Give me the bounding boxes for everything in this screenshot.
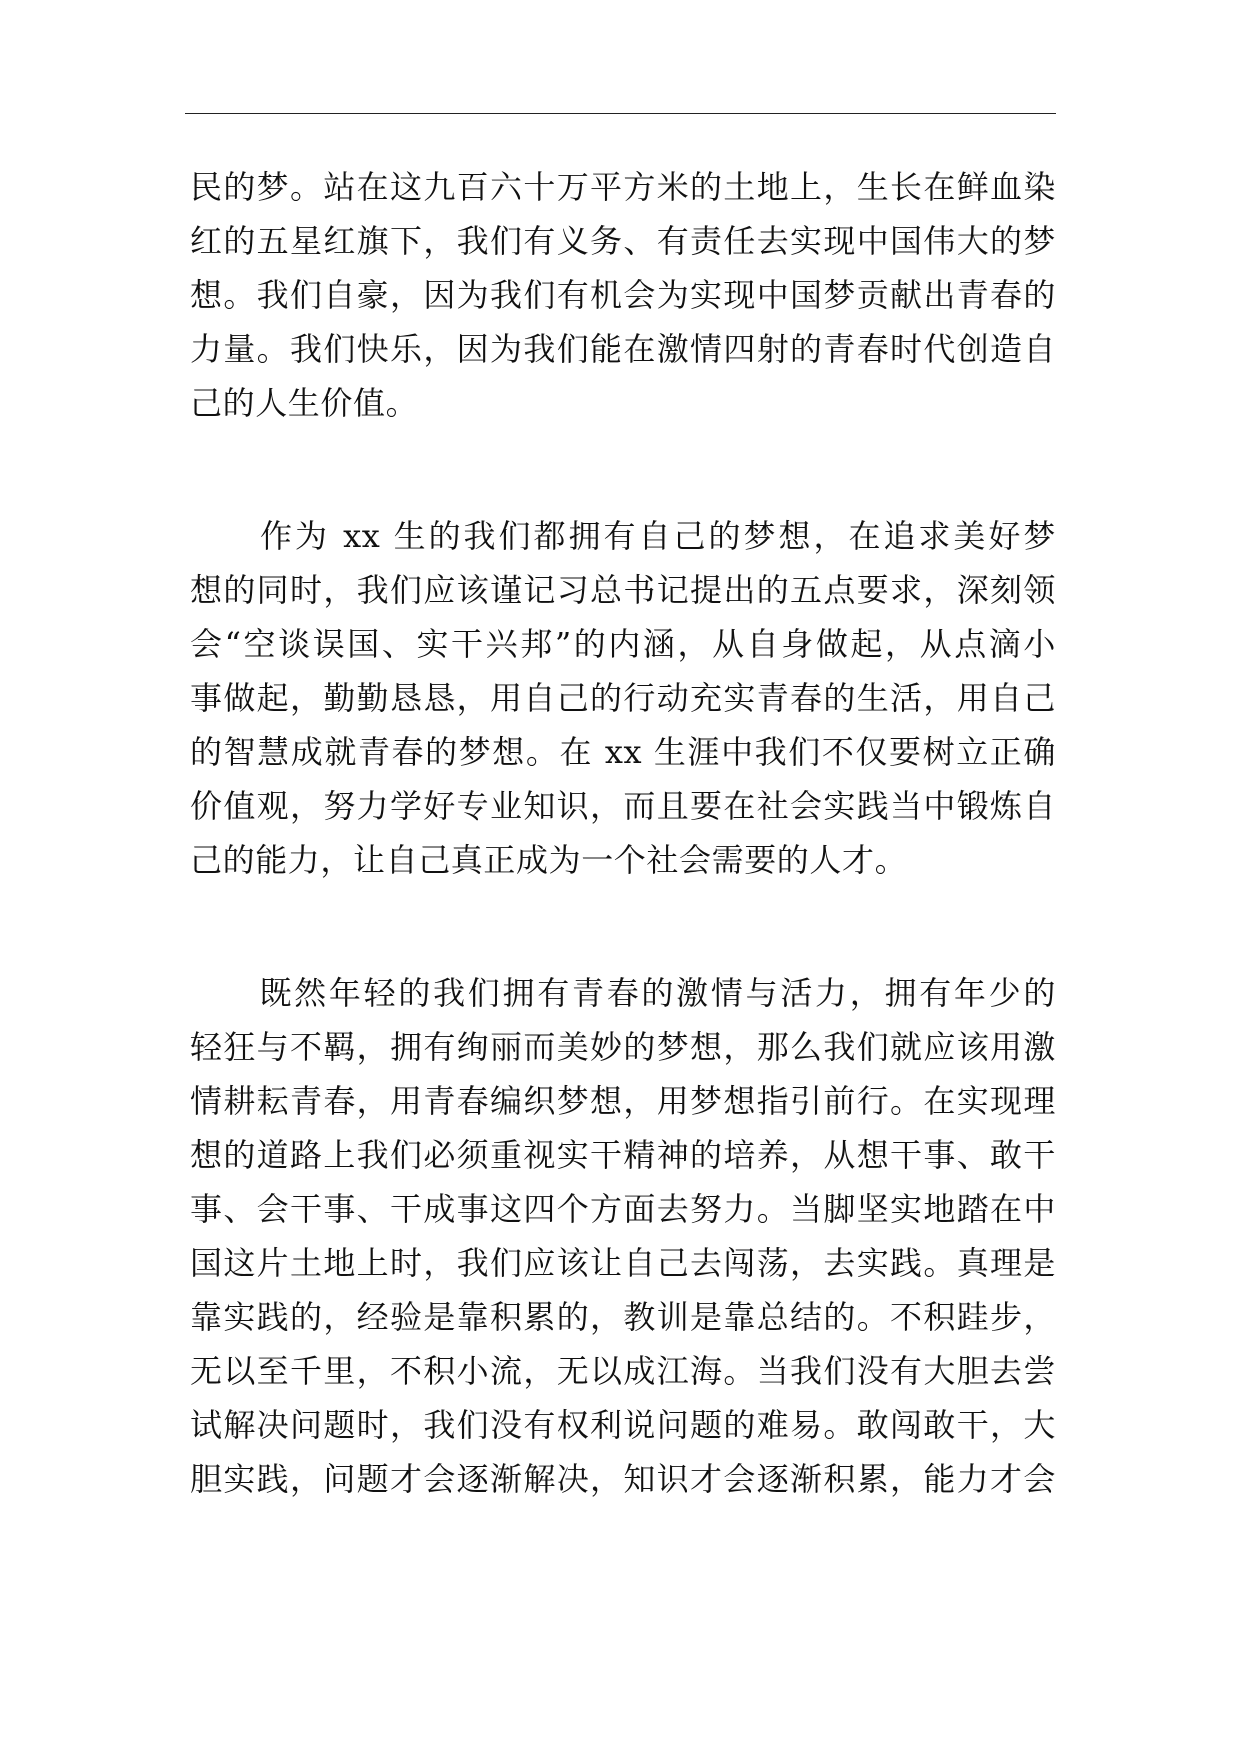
paragraph-2-line-6: 价值观，努力学好专业知识，而且要在社会实践当中锻炼自	[190, 787, 1056, 825]
paragraph-2-line-3: 会“空谈误国、实干兴邦”的内涵，从自身做起，从点滴小	[190, 625, 1056, 663]
paragraph-3-line-7: 靠实践的，经验是靠积累的，教训是靠总结的。不积跬步，	[190, 1298, 1056, 1336]
paragraph-2-line-7: 己的能力，让自己真正成为一个社会需要的人才。	[190, 841, 908, 879]
paragraph-3-line-9: 试解决问题时，我们没有权利说问题的难易。敢闯敢干，大	[190, 1406, 1056, 1444]
paragraph-1-line-4: 力量。我们快乐，因为我们能在激情四射的青春时代创造自	[190, 330, 1056, 368]
header-rule	[185, 113, 1056, 114]
paragraph-3-line-3: 情耕耘青春，用青春编织梦想，用梦想指引前行。在实现理	[190, 1082, 1056, 1120]
paragraph-3-line-6: 国这片土地上时，我们应该让自己去闯荡，去实践。真理是	[190, 1244, 1056, 1282]
paragraph-3-line-2: 轻狂与不羁，拥有绚丽而美妙的梦想，那么我们就应该用激	[190, 1028, 1056, 1066]
paragraph-2-line-5: 的智慧成就青春的梦想。在 xx 生涯中我们不仅要树立正确	[190, 733, 1056, 771]
paragraph-3-line-8: 无以至千里，不积小流，无以成江海。当我们没有大胆去尝	[190, 1352, 1056, 1390]
paragraph-3-line-1: 既然年轻的我们拥有青春的激情与活力，拥有年少的	[190, 974, 1056, 1012]
paragraph-3-line-5: 事、会干事、干成事这四个方面去努力。当脚坚实地踏在中	[190, 1190, 1056, 1228]
paragraph-3-line-10: 胆实践，问题才会逐渐解决，知识才会逐渐积累，能力才会	[190, 1460, 1056, 1498]
paragraph-2-line-2: 想的同时，我们应该谨记习总书记提出的五点要求，深刻领	[190, 571, 1056, 609]
paragraph-1-line-1: 民的梦。站在这九百六十万平方米的土地上，生长在鲜血染	[190, 168, 1056, 206]
paragraph-2-line-4: 事做起，勤勤恳恳，用自己的行动充实青春的生活，用自己	[190, 679, 1056, 717]
paragraph-1-line-2: 红的五星红旗下，我们有义务、有责任去实现中国伟大的梦	[190, 222, 1056, 260]
paragraph-2-line-1: 作为 xx 生的我们都拥有自己的梦想，在追求美好梦	[190, 517, 1056, 555]
paragraph-1-line-3: 想。我们自豪，因为我们有机会为实现中国梦贡献出青春的	[190, 276, 1056, 314]
paragraph-3-line-4: 想的道路上我们必须重视实干精神的培养，从想干事、敢干	[190, 1136, 1056, 1174]
paragraph-1-line-5: 己的人生价值。	[190, 384, 419, 422]
